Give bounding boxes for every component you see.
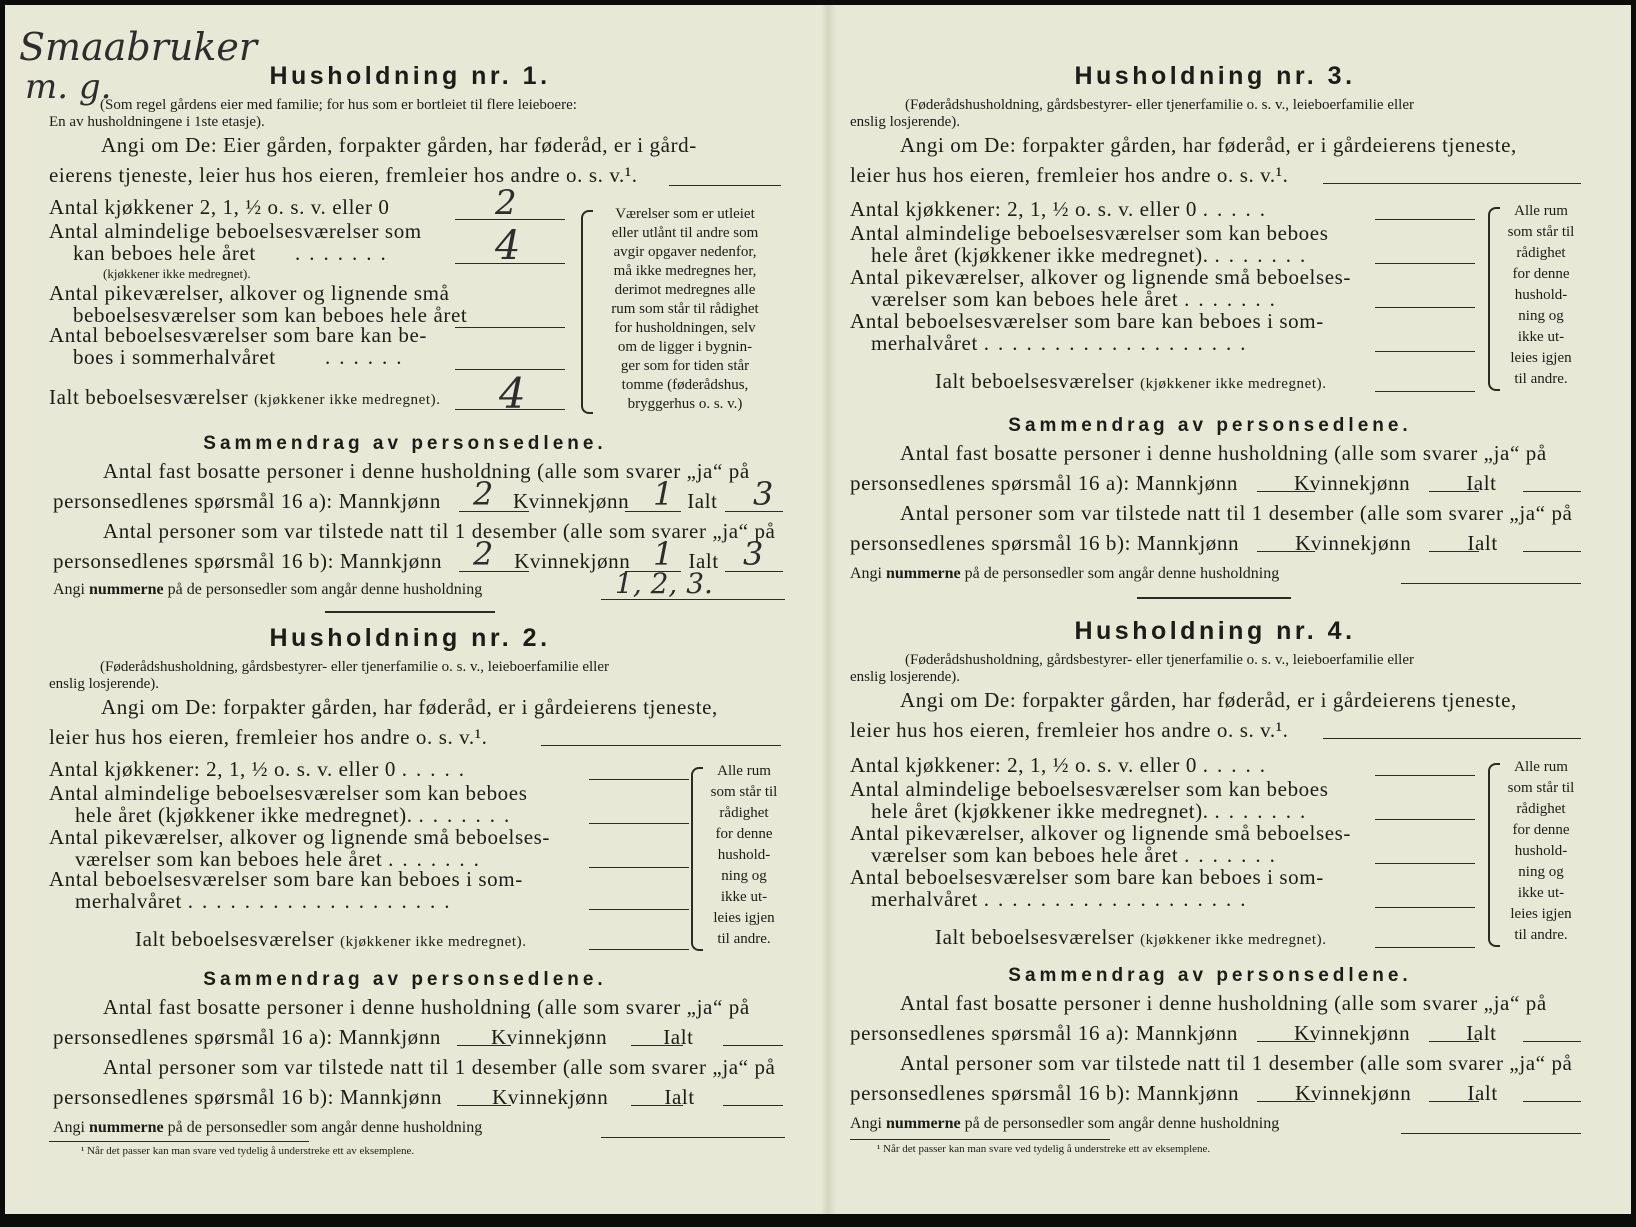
h2-kitchens-label: Antal kjøkkener: 2, 1, ½ o. s. v. eller 0 ..... <box>49 757 474 781</box>
h4-small-rooms-label-b: værelser som kan beboes hele året ....... <box>871 843 1284 867</box>
h1-p4: personsedlenes spørsmål 16 b): Mannkjønn Kvinnekjønn Ialt <box>53 549 719 573</box>
h2-summary-title: Sammendrag av personsedlene. <box>203 969 607 990</box>
h1-summary-title: Sammendrag av personsedlene. <box>203 433 607 454</box>
h4-numbers-label: Angi nummerne på de personsedler som angår denne husholdning <box>850 1115 1280 1132</box>
h1-p2: personsedlenes spørsmål 16 a): Mannkjønn Kvinnekjønn Ialt <box>53 489 718 513</box>
h1-summer-label-a: Antal beboelsesværelser som bare kan be- <box>49 323 427 347</box>
h1-a-female: 1 <box>653 475 674 513</box>
page-fold <box>822 5 836 1214</box>
h2-p2: personsedlenes spørsmål 16 a): Mannkjønn Kvinnekjønn Ialt <box>53 1025 694 1049</box>
h4-angi-2: leier hus hos eieren, fremleier hos andre o. s. v.¹. <box>850 718 1289 742</box>
h4-p1: Antal fast bosatte personer i denne husholdning (alle som svarer „ja“ på <box>900 991 1547 1015</box>
h4-paren2: enslig losjerende). <box>850 669 960 685</box>
h2-numbers-label: Angi nummerne på de personsedler som angår denne husholdning <box>53 1119 483 1136</box>
h2-angi-1: Angi om De: forpakter gården, har føderåd, er i gårdeierens tjeneste, <box>101 695 718 719</box>
h2-total-label: Ialt beboelsesværelser (kjøkkener ikke medregnet). <box>135 927 527 951</box>
h2-paren: (Føderådshusholdning, gårdsbestyrer- eller tjenerfamilie o. s. v., leieboerfamilie eller <box>100 659 609 675</box>
h3-p2: personsedlenes spørsmål 16 a): Mannkjønn Kvinnekjønn Ialt <box>850 471 1497 495</box>
h1-kitchens-value: 2 <box>495 183 517 223</box>
h1-numbers-value: 1, 2, 3. <box>615 567 713 600</box>
h2-p3: Antal personer som var tilstede natt til 1 desember (alle som svarer „ja“ på <box>103 1055 776 1079</box>
h1-total-label: Ialt beboelsesværelser (kjøkkener ikke medregnet). <box>49 385 441 409</box>
h1-kitchens-label: Antal kjøkkener 2, 1, ½ o. s. v. eller 0 <box>49 195 390 219</box>
handwritten-note-1: Smaabruker <box>19 25 258 69</box>
h2-rooms-label-a: Antal almindelige beboelsesværelser som kan beboes <box>49 781 528 805</box>
h2-summer-label-a: Antal beboelsesværelser som bare kan beboes i som- <box>49 867 523 891</box>
h3-rooms-label-a: Antal almindelige beboelsesværelser som kan beboes <box>850 221 1329 245</box>
h2-rooms-label-b: hele året (kjøkkener ikke medregnet). ....... <box>75 803 519 827</box>
h2-summer-label-b: merhalvåret ................... <box>75 889 459 913</box>
h1-side-note: Værelser som er utleiet eller utlånt til andre som avgir opgaver nedenfor, må ikke medregnes her, derimot medregnes alle rum som står til rådighet for husholdningen, selv om de ligger i bygnin- ger som for tiden står tomme (føderådshus, bryggerhus o. s. v.) <box>611 206 759 412</box>
h3-kitchens-label: Antal kjøkkener: 2, 1, ½ o. s. v. eller 0 ..... <box>850 197 1275 221</box>
left-footnote: ¹ Når det passer kan man svare ved tydelig å understreke ett av eksemplene. <box>81 1145 415 1157</box>
household-1-title: Husholdning nr. 1. <box>269 62 551 90</box>
h1-b-female: 1 <box>653 535 674 573</box>
h4-rooms-label-b: hele året (kjøkkener ikke medregnet). ....... <box>871 799 1315 823</box>
h1-small-rooms-label-a: Antal pikeværelser, alkover og lignende små <box>49 281 450 305</box>
h3-total-label: Ialt beboelsesværelser (kjøkkener ikke medregnet). <box>935 369 1327 393</box>
h4-p3: Antal personer som var tilstede natt til 1 desember (alle som svarer „ja“ på <box>900 1051 1573 1075</box>
household-2-title: Husholdning nr. 2. <box>269 624 551 652</box>
h1-a-male: 2 <box>473 475 494 513</box>
household-1-paren2: En av husholdningene i 1ste etasje). <box>49 114 265 130</box>
h2-p4: personsedlenes spørsmål 16 b): Mannkjønn Kvinnekjønn Ialt <box>53 1085 695 1109</box>
h1-rooms-label-c: (kjøkkener ikke medregnet). <box>103 266 251 281</box>
h3-p3: Antal personer som var tilstede natt til 1 desember (alle som svarer „ja“ på <box>900 501 1573 525</box>
h4-small-rooms-label-a: Antal pikeværelser, alkover og lignende små beboelses- <box>850 821 1352 845</box>
h4-rooms-label-a: Antal almindelige beboelsesværelser som kan beboes <box>850 777 1329 801</box>
h4-side-note: Alle rum som står til rådighet for denne hushold- ning og ikke ut- leies igjen til andre. <box>1507 759 1575 943</box>
household-1-angi-2: eierens tjeneste, leier hus hos eieren, fremleier hos andre o. s. v.¹. <box>49 163 638 187</box>
census-sheet: Smaabruker m. g. Husholdning nr. 1. (Som regel gårdens eier med familie; for hus som er bortleiet til flere leieboere: En av husholdningene i 1ste etasje). Angi om De: Eier gården, forpakter gården, har føderåd, er i gård- eierens tjeneste, leier hus hos eieren, fremleier hos andre o. s. v.¹. Antal kjøkkener 2, 1, ½ o. s. v. eller 0 2 Antal almindelige beboelsesværelser som kan beboes hele året ....... 4 (kjøkkener ikke medregnet). Antal pikeværelser, alkover og lignende små beboelsesværelser som kan beboes hele året Antal beboelsesværelser som bare kan be- boes i sommerhalvåret ...... Ialt beboelsesværelser (kjøkkener ikke medregnet). 4 Værelser som er utleiet eller utlånt til andre som avgir opgaver nedenfor, må ikke medregnes her, derimot medregnes alle rum som står til rådighet for husholdningen, selv om de ligger i bygnin- ger som for tiden står tomme (føderådshus, bryggerhus o. s. v.) Sammendrag av personsedlene. Antal fast bosatte personer i denne husholdning (alle som svarer „ja“ på personsedlenes spørsmål 16 a): Mannkjønn Kvinnekjønn Ialt 2 1 3 Antal personer som var tilstede natt til 1 desember (alle som svarer „ja“ på personsedlenes spørsmål 16 b): Mannkjønn Kvinnekjønn Ialt 2 1 3 Angi nummerne på de personsedler som angår denne husholdning 1, 2, 3. Husholdning nr. 2. (Føderådshusholdning, gårdsbestyrer- eller tjenerfamilie o. s. v., leieboerfamilie eller enslig losjerende). Angi om De: forpakter gården, har føderåd, er i gårdeierens tjeneste, leier hus hos eieren, fremleier hos andre o. s. v.¹. Antal kjøkkener: 2, 1, ½ o. s. v. eller 0 ..... Antal almindelige beboelsesværelser som kan beboes hele året (kjøkkener ikke medregnet). ....... Antal pikeværelser, alkover og lignende små beboelses- værelser som kan beboes hele året ....... Antal beboelsesværelser som bare kan beboes i som- merhalvåret ................... Ialt beboelsesværelser (kjøkkener ikke medregnet). Alle rum som står til rådighet for denne hushold- ning og ikke ut- leies igjen til andre. Sammendrag av personsedlene. Antal fast bosatte personer i denne husholdning (alle som svarer „ja“ på personsedlenes spørsmål 16 a): Mannkjønn Kvinnekjønn Ialt Antal personer som var tilstede natt til 1 desember (alle som svarer „ja“ på personsedlenes spørsmål 16 b): Mannkjønn Kvinnekjønn Ialt Angi nummerne på de personsedler som angår denne husholdning ¹ Når det passer kan man svare ved tydelig å understreke ett av eksemplene. Husholdning nr. 3. (Føderådshusholdning, gårdsbestyrer- eller tjenerfamilie o. s. v., leieboerfamilie eller enslig losjerende). Angi om De: forpakter gården, har føderåd, er i gårdeierens tjeneste, leier hus hos eieren, fremleier hos andre o. s. v.¹. Antal kjøkkener: 2, 1, ½ o. s. v. eller 0 ..... Antal almindelige beboelsesværelser som kan beboes hele året (kjøkkener ikke medregnet). ....... Antal pikeværelser, alkover og lignende små beboelses- værelser som kan beboes hele året ....... Antal beboelsesværelser som bare kan beboes i som- merhalvåret ................... Ialt beboelsesværelser (kjøkkener ikke medregnet). Alle rum som står til rådighet for denne hushold- ning og ikke ut- leies igjen til andre. Sammendrag av personsedlene. Antal fast bosatte personer i denne husholdning (alle som svarer „ja“ på personsedlenes spørsmål 16 a): Mannkjønn Kvinnekjønn Ialt Antal personer som var tilstede natt til 1 desember (alle som svarer „ja“ på personsedlenes spørsmål 16 b): Mannkjønn Kvinnekjønn Ialt Angi nummerne på de personsedler som angår denne husholdning Husholdning nr. 4. (Føderådshusholdning, gårdsbestyrer- eller tjenerfamilie o. s. v., leieboerfamilie eller enslig losjerende). Angi om De: forpakter gården, har føderåd, er i gårdeierens tjeneste, leier hus hos eieren, fremleier hos andre o. s. v.¹. Antal kjøkkener: 2, 1, ½ o. s. v. eller 0 ..... Antal almindelige beboelsesværelser som kan beboes hele året (kjøkkener ikke medregnet). ....... Antal pikeværelser, alkover og lignende små beboelses- værelser som kan beboes hele året ....... Antal beboelsesværelser som bare kan beboes i som- merhalvåret ................... Ialt beboelsesværelser (kjøkkener ikke medregnet). Alle rum som står til rådighet for denne hushold- ning og ikke ut- leies igjen til andre. Sammendrag av personsedlene. Antal fast bosatte personer i denne husholdning (alle som svarer „ja“ på personsedlenes spørsmål 16 a): Mannkjønn Kvinnekjønn Ialt Antal personer som var tilstede natt til 1 desember (alle som svarer „ja“ på personsedlenes spørsmål 16 b): Mannkjønn Kvinnekjønn Ialt Angi nummerne på de personsedler som angår denne husholdning ¹ Når det passer kan man svare ved tydelig å understreke ett av eksemplene. <box>5 5 1631 1214</box>
h1-small-rooms-label-b: beboelsesværelser som kan beboes hele året <box>73 303 468 327</box>
h4-angi-1: Angi om De: forpakter gården, har føderåd, er i gårdeierens tjeneste, <box>900 688 1517 712</box>
h3-small-rooms-label-b: værelser som kan beboes hele året ....... <box>871 287 1284 311</box>
h2-angi-2: leier hus hos eieren, fremleier hos andre o. s. v.¹. <box>49 725 488 749</box>
h1-p3: Antal personer som var tilstede natt til 1 desember (alle som svarer „ja“ på <box>103 519 776 543</box>
h2-p1: Antal fast bosatte personer i denne husholdning (alle som svarer „ja“ på <box>103 995 750 1019</box>
h4-summer-label-a: Antal beboelsesværelser som bare kan beboes i som- <box>850 865 1324 889</box>
household-1-angi-1: Angi om De: Eier gården, forpakter gården, har føderåd, er i gård- <box>101 133 697 157</box>
right-footnote: ¹ Når det passer kan man svare ved tydelig å understreke ett av eksemplene. <box>877 1143 1211 1155</box>
h1-rooms-label-a: Antal almindelige beboelsesværelser som <box>49 219 422 243</box>
household-1-paren: (Som regel gårdens eier med familie; for hus som er bortleiet til flere leieboere: <box>100 97 577 113</box>
h3-p4: personsedlenes spørsmål 16 b): Mannkjønn Kvinnekjønn Ialt <box>850 531 1498 555</box>
household-3-title: Husholdning nr. 3. <box>1074 62 1356 90</box>
h4-total-label: Ialt beboelsesværelser (kjøkkener ikke medregnet). <box>935 925 1327 949</box>
h4-paren: (Føderådshusholdning, gårdsbestyrer- eller tjenerfamilie o. s. v., leieboerfamilie eller <box>905 652 1414 668</box>
h1-p1: Antal fast bosatte personer i denne husholdning (alle som svarer „ja“ på <box>103 459 750 483</box>
handwritten-note-2: m. g. <box>25 67 112 107</box>
h1-b-male: 2 <box>473 535 494 573</box>
h4-summer-label-b: merhalvåret ................... <box>871 887 1255 911</box>
h1-summer-label-b: boes i sommerhalvåret <box>73 345 276 369</box>
h4-kitchens-label: Antal kjøkkener: 2, 1, ½ o. s. v. eller 0 ..... <box>850 753 1275 777</box>
h4-p2: personsedlenes spørsmål 16 a): Mannkjønn Kvinnekjønn Ialt <box>850 1021 1497 1045</box>
h3-summer-label-a: Antal beboelsesværelser som bare kan beboes i som- <box>850 309 1324 333</box>
h1-a-total: 3 <box>753 475 774 513</box>
h3-summary-title: Sammendrag av personsedlene. <box>1008 415 1412 436</box>
h2-side-note: Alle rum som står til rådighet for denne hushold- ning og ikke ut- leies igjen til andre. <box>710 763 778 947</box>
h4-summary-title: Sammendrag av personsedlene. <box>1008 965 1412 986</box>
h3-numbers-label: Angi nummerne på de personsedler som angår denne husholdning <box>850 565 1280 582</box>
h3-paren: (Føderådshusholdning, gårdsbestyrer- eller tjenerfamilie o. s. v., leieboerfamilie eller <box>905 97 1414 113</box>
h1-rooms-label-b: kan beboes hele året <box>73 241 256 265</box>
h2-paren2: enslig losjerende). <box>49 676 159 692</box>
h1-b-total: 3 <box>743 535 764 573</box>
h3-rooms-label-b: hele året (kjøkkener ikke medregnet). ....... <box>871 243 1315 267</box>
h3-paren2: enslig losjerende). <box>850 114 960 130</box>
h3-summer-label-b: merhalvåret ................... <box>871 331 1255 355</box>
h2-small-rooms-label-b: værelser som kan beboes hele året ....... <box>75 847 488 871</box>
h1-rooms-value: 4 <box>495 223 521 269</box>
h3-angi-1: Angi om De: forpakter gården, har føderåd, er i gårdeierens tjeneste, <box>900 133 1517 157</box>
h1-total-value: 4 <box>499 369 526 418</box>
h3-small-rooms-label-a: Antal pikeværelser, alkover og lignende små beboelses- <box>850 265 1352 289</box>
h2-small-rooms-label-a: Antal pikeværelser, alkover og lignende små beboelses- <box>49 825 551 849</box>
h3-p1: Antal fast bosatte personer i denne husholdning (alle som svarer „ja“ på <box>900 441 1547 465</box>
h3-side-note: Alle rum som står til rådighet for denne hushold- ning og ikke ut- leies igjen til andre. <box>1507 203 1575 387</box>
household-4-title: Husholdning nr. 4. <box>1074 617 1356 645</box>
h1-numbers-label: Angi nummerne på de personsedler som angår denne husholdning <box>53 581 483 598</box>
h3-angi-2: leier hus hos eieren, fremleier hos andre o. s. v.¹. <box>850 163 1289 187</box>
h4-p4: personsedlenes spørsmål 16 b): Mannkjønn Kvinnekjønn Ialt <box>850 1081 1498 1105</box>
